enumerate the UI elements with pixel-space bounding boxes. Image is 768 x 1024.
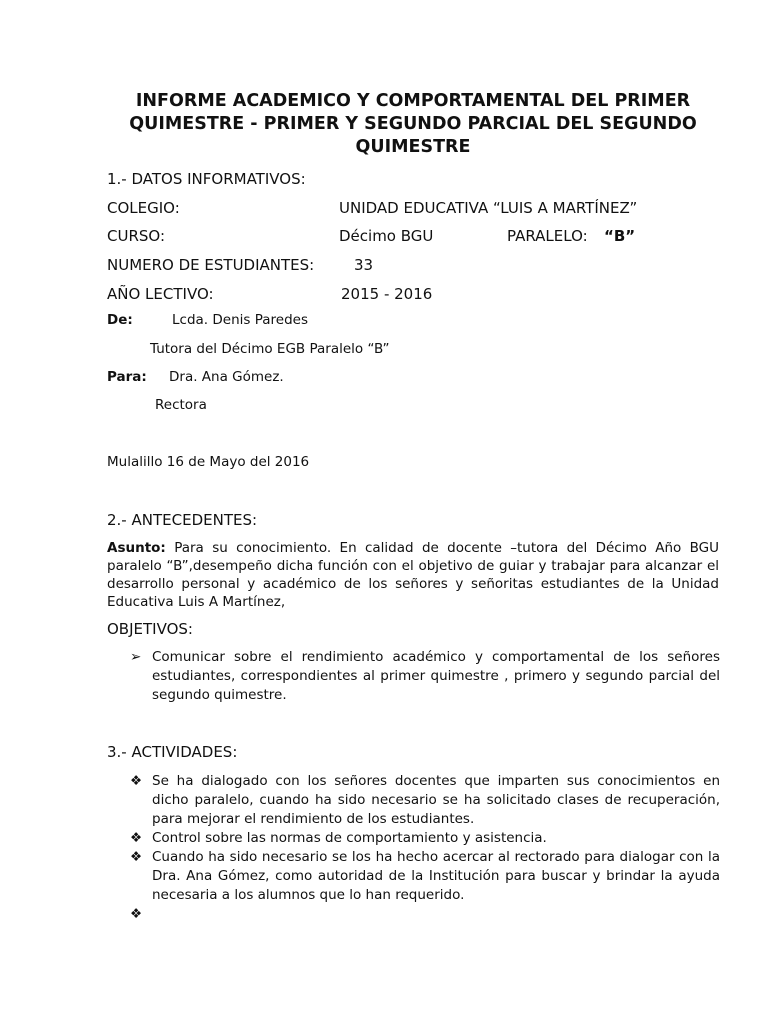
asunto-label: Asunto: — [107, 540, 166, 556]
para-value: Dra. Ana Gómez. — [169, 369, 284, 385]
section-2-heading-text: 2.- ANTECEDENTES: — [107, 511, 258, 529]
diamond-bullet-icon: ❖ — [130, 830, 143, 846]
colegio-value: UNIDAD EDUCATIVA “LUIS A MARTÍNEZ” — [339, 199, 638, 217]
de-value: Lcda. Denis Paredes — [172, 312, 308, 328]
actividad-item — [130, 848, 720, 905]
objetivo-item — [130, 648, 720, 705]
actividad-item — [130, 772, 720, 829]
document-title: INFORME ACADEMICO Y COMPORTAMENTAL DEL PRIMER QUIMESTRE - PRIMER Y SEGUNDO PARCIAL DEL SEGUNDO QUIMESTRE — [129, 91, 697, 157]
paralelo-label: PARALELO: — [507, 227, 588, 245]
actividad-text: Se ha dialogado con los señores docentes que imparten sus conocimientos en dicho paralelo, cuando ha sido necesario se ha solicitado clases de recuperación, para mejorar el rendimiento de los estudiantes. — [152, 773, 720, 827]
arrow-bullet-icon: ➢ — [130, 649, 142, 665]
de-role: Tutora del Décimo EGB Paralelo “B” — [150, 341, 390, 357]
curso-value: Décimo BGU — [339, 227, 434, 245]
diamond-bullet-icon: ❖ — [130, 906, 143, 922]
section-3-heading — [107, 743, 237, 761]
numero-estudiantes-label: NUMERO DE ESTUDIANTES: — [107, 256, 315, 274]
section-2-heading — [107, 511, 257, 529]
numero-estudiantes-value: 33 — [354, 256, 374, 274]
actividad-text: Cuando ha sido necesario se los ha hecho acercar al rectorado para dialogar con la Dra. Ana Gómez, como autoridad de la Institución para buscar y brindar la ayuda necesaria a los alumnos que lo han requerido. — [152, 849, 720, 903]
objetivo-text: Comunicar sobre el rendimiento académico y comportamental de los señores estudiantes, correspondientes al primer quimestre , primero y segundo parcial del segundo quimestre. — [152, 649, 720, 703]
anio-lectivo-value: 2015 - 2016 — [341, 285, 433, 303]
asunto-paragraph — [107, 539, 719, 611]
asunto-text: Para su conocimiento. En calidad de docente –tutora del Décimo Año BGU paralelo “B”,desempeño dicha función con el objetivo de guiar y trabajar para alcanzar el desarrollo personal y académico de los señores y señoritas estudiantes de la Unidad Educativa Luis A Martínez, — [107, 540, 719, 610]
anio-lectivo-label: AÑO LECTIVO: — [107, 285, 214, 303]
actividad-item — [130, 829, 720, 848]
para-label: Para: — [107, 369, 147, 385]
para-role: Rectora — [155, 397, 207, 413]
actividad-text: Control sobre las normas de comportamiento y asistencia. — [152, 830, 547, 846]
diamond-bullet-icon: ❖ — [130, 849, 143, 865]
curso-label: CURSO: — [107, 227, 165, 245]
place-date: Mulalillo 16 de Mayo del 2016 — [107, 454, 310, 470]
section-1-heading — [107, 170, 306, 188]
section-3-heading-text: 3.- ACTIVIDADES: — [107, 743, 238, 761]
colegio-label: COLEGIO: — [107, 199, 180, 217]
de-label: De: — [107, 312, 133, 328]
diamond-bullet-icon: ❖ — [130, 773, 143, 789]
paralelo-value: “B” — [604, 227, 636, 245]
objetivos-heading: OBJETIVOS: — [107, 620, 193, 638]
section-1-heading-text: 1.- DATOS INFORMATIVOS: — [107, 170, 306, 188]
